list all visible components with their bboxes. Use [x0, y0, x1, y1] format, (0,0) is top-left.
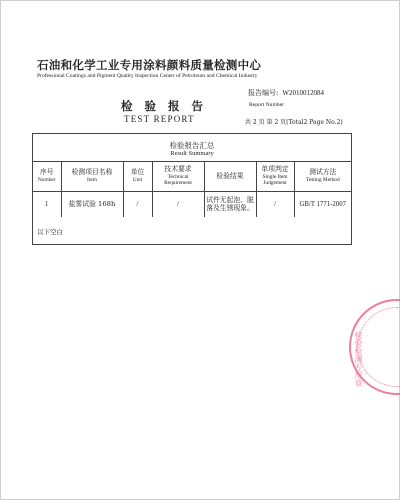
report-title-cn: 检验报告	[121, 99, 215, 113]
cell-number: 1	[33, 192, 61, 218]
cell-result: 试件无起泡、脱落及生锈现象。	[204, 192, 256, 218]
cell-item: 盐雾试验 168h	[61, 192, 123, 218]
cell-method: GB/T 1771-2007	[294, 192, 351, 218]
col-header-number: 序号 Number	[33, 162, 61, 192]
page-number: 共 2 页 第 2 页(Total2 Page No.2)	[245, 119, 343, 126]
cell-unit: /	[123, 192, 152, 218]
report-number	[248, 88, 324, 98]
organization-name-cn: 石油和化学工业专用涂料颜料质量检测中心	[37, 58, 262, 72]
table-row	[33, 192, 351, 218]
table-header-row	[33, 162, 351, 192]
report-number-label: 报告编号:	[248, 89, 279, 97]
official-seal-stamp	[349, 299, 400, 395]
blank-below-note: 以下空白	[37, 228, 63, 236]
col-header-unit: 单位 Unit	[123, 162, 152, 192]
cell-judgement: /	[256, 192, 294, 218]
organization-name-en: Professional Coatings and Pigment Quality Inspection Center of Petroleum and Chemical Industry	[37, 73, 258, 79]
report-number-label-en: Report Number	[249, 102, 284, 108]
col-header-requirement: 技术要求 Technical Requirement	[152, 162, 204, 192]
summary-title-cn: 检验报告汇总	[169, 141, 215, 150]
result-summary-box	[32, 133, 352, 245]
col-header-judgement: 单项判定 Single Item Judgement	[256, 162, 294, 192]
col-header-method: 测试方法 Testing Method	[294, 162, 351, 192]
report-number-value: W2010012084	[282, 89, 324, 97]
cell-requirement: /	[152, 192, 204, 218]
col-header-result: 检验结果	[204, 162, 256, 192]
summary-title-en: Result Summary	[170, 150, 214, 157]
seal-text: 检验检测专用章	[354, 331, 363, 387]
col-header-item: 检测项目名称 Item	[61, 162, 123, 192]
summary-table	[33, 161, 351, 217]
report-title-en: TEST REPORT	[124, 114, 195, 124]
